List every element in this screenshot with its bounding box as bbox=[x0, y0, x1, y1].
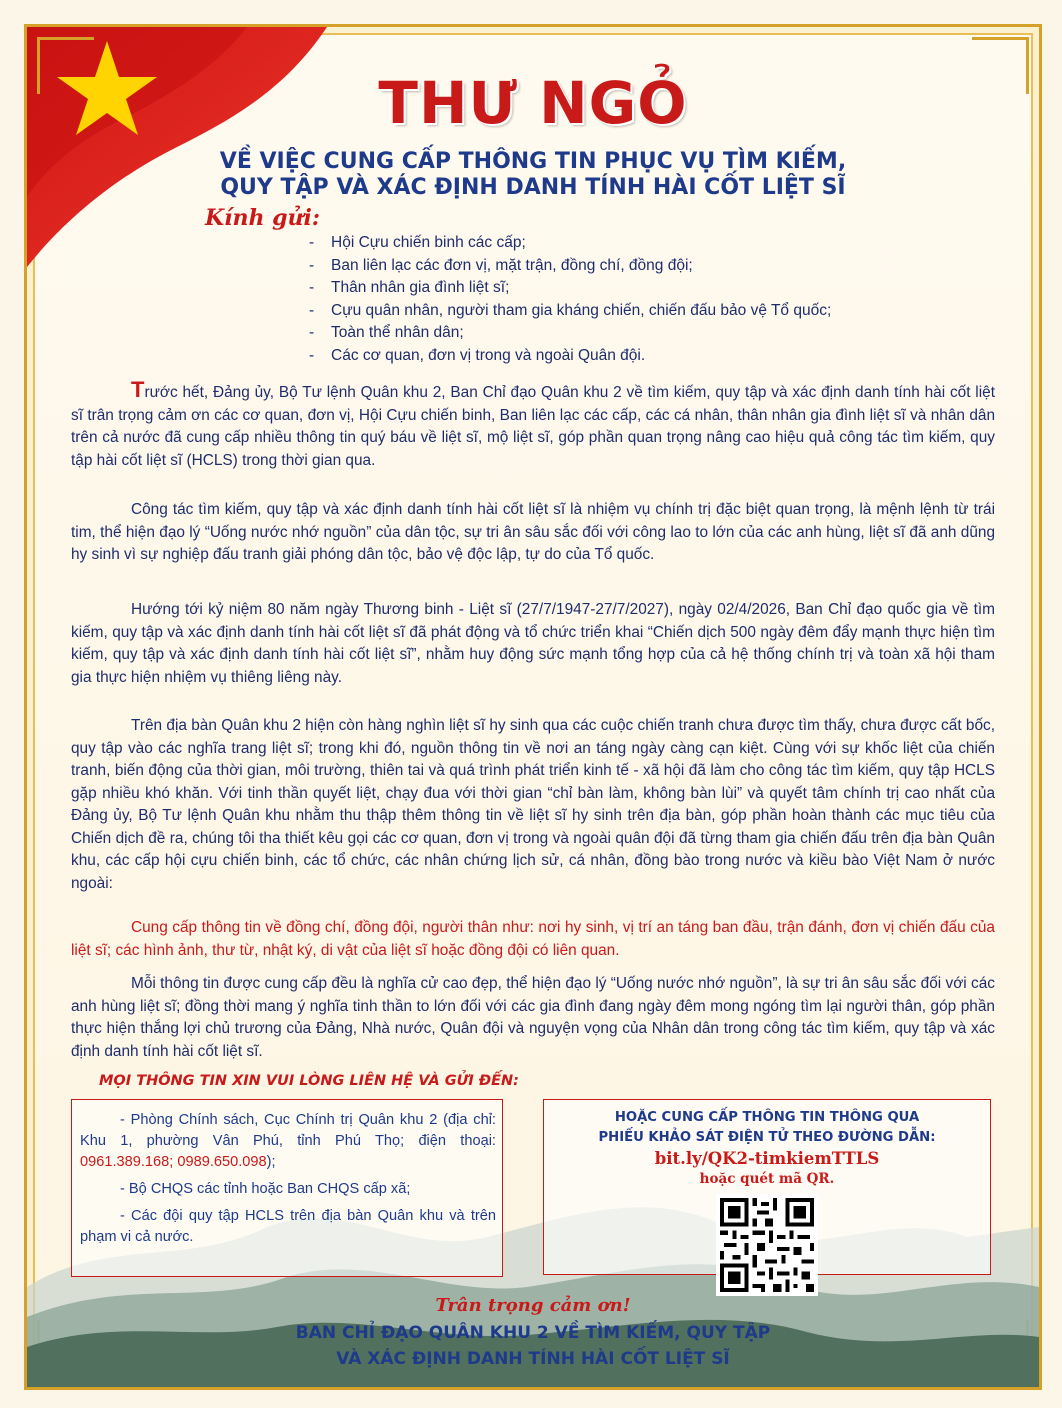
recipient-item: - Hội Cựu chiến binh các cấp; bbox=[309, 234, 526, 251]
paragraph-importance: Công tác tìm kiếm, quy tập và xác định danh tính hài cốt liệt sĩ là nhiệm vụ chính trị đặc biệt quan trọng, là mệnh lệnh từ trái tim, thể hiện đạo lý “Uống nước nhớ nguồn” của dân tộc, sự tri ân sâu sắc đối với công lao to lớn của các anh hùng, liệt sĩ đã anh dũng hy sinh vì sự nghiệp đấu tranh giải phóng dân tộc, bảo vệ độc lập, tự do của Tổ quốc. bbox=[71, 501, 995, 563]
greeting: Kính gửi: bbox=[205, 205, 320, 231]
contact-item: - Bộ CHQS các tỉnh hoặc Ban CHQS cấp xã; bbox=[120, 1181, 411, 1197]
recipient-item: - Ban liên lạc các đơn vị, mặt trận, đồng chí, đồng đội; bbox=[309, 256, 693, 274]
drop-cap: T bbox=[131, 377, 145, 402]
thanks-text: Trân trọng cảm ơn! bbox=[435, 1295, 631, 1316]
survey-line1: HOẶC CUNG CẤP THÔNG TIN THÔNG QUA bbox=[614, 1110, 920, 1125]
survey-box bbox=[543, 1099, 991, 1275]
contact-item: - Các đội quy tập HCLS trên địa bàn Quân khu và trên phạm vi cả nước. bbox=[80, 1208, 496, 1245]
recipient-item: - Toàn thể nhân dân; bbox=[309, 324, 464, 341]
survey-link[interactable]: bit.ly/QK2-timkiemTTLS bbox=[654, 1149, 880, 1168]
paragraph-intro: Trước hết, Đảng ủy, Bộ Tư lệnh Quân khu 2, Ban Chỉ đạo Quân khu 2 về tìm kiếm, quy tập và xác định danh tính hài cốt liệt sĩ trân trọng cảm ơn các cơ quan, đơn vị, Hội Cựu chiến binh, Ban liên lạc các cấp, các cá nhân, thân nhân gia đình liệt sĩ và nhân dân trên cả nước đã cung cấp nhiều thông tin quý báu về liệt sĩ, mộ liệt sĩ, góp phần quan trọng nâng cao hiệu quả công tác tìm kiếm, quy tập hài cốt liệt sĩ (HCLS) trong thời gian qua. bbox=[71, 377, 995, 469]
poster-frame bbox=[24, 24, 1042, 1390]
recipient-list bbox=[309, 232, 831, 367]
paragraph-request: Cung cấp thông tin về đồng chí, đồng đội, người thân như: nơi hy sinh, vị trí an táng ban đầu, trận đánh, đơn vị chiến đấu của liệt sĩ; các hình ảnh, thư từ, nhật ký, di vật của liệt sĩ hoặc đồng đội có liên quan. bbox=[71, 919, 995, 959]
survey-line2: PHIẾU KHẢO SÁT ĐIỆN TỬ THEO ĐƯỜNG DẪN: bbox=[598, 1130, 936, 1145]
signature-line2: VÀ XÁC ĐỊNH DANH TÍNH HÀI CỐT LIỆT SĨ bbox=[336, 1349, 730, 1369]
recipient-item: - Các cơ quan, đơn vị trong và ngoài Quân đội. bbox=[309, 346, 646, 364]
survey-qr-text: hoặc quét mã QR. bbox=[699, 1171, 835, 1187]
letter-subtitle-line2: QUY TẬP VÀ XÁC ĐỊNH DANH TÍNH HÀI CỐT LIỆT SĨ bbox=[220, 175, 846, 200]
contact-title: MỌI THÔNG TIN XIN VUI LÒNG LIÊN HỆ VÀ GỬI ĐẾN: bbox=[99, 1073, 519, 1089]
contact-box bbox=[71, 1099, 503, 1277]
letter-subtitle-line1: VỀ VIỆC CUNG CẤP THÔNG TIN PHỤC VỤ TÌM KIẾM, bbox=[219, 149, 847, 174]
signature-line1: BAN CHỈ ĐẠO QUÂN KHU 2 VỀ TÌM KIẾM, QUY TẬP bbox=[295, 1323, 771, 1343]
paragraph-campaign: Hướng tới kỷ niệm 80 năm ngày Thương binh - Liệt sĩ (27/7/1947-27/7/2027), ngày 02/4/2026, Ban Chỉ đạo quốc gia về tìm kiếm, quy tập và xác định danh tính hài cốt liệt sĩ đã phát động và tổ chức triển khai “Chiến dịch 500 ngày đêm đẩy mạnh thực hiện tìm kiếm, quy tập và xác định danh tính hài cốt liệt sĩ”, nhằm huy động sức mạnh tổng hợp của cả hệ thống chính trị và toàn xã hội tham gia thực hiện nhiệm vụ thiêng liêng này. bbox=[71, 601, 995, 686]
paragraph-appeal: Trên địa bàn Quân khu 2 hiện còn hàng nghìn liệt sĩ hy sinh qua các cuộc chiến tranh chưa được tìm thấy, chưa được cất bốc, quy tập vào các nghĩa trang liệt sĩ; trong khi đó, nguồn thông tin về nơi an táng ngày càng cạn kiệt. Cùng với sự khốc liệt của chiến tranh, biến động của thời gian, môi trường, thiên tai và quá trình phát triển kinh tế - xã hội đã làm cho công tác tìm kiếm, quy tập HCLS gặp nhiều khó khăn. Với tinh thần quyết liệt, chạy đua với thời gian “chỉ bàn làm, không bàn lùi” và quyết tâm chính trị cao nhất của Đảng ủy, Bộ Tư lệnh Quân khu nhằm thu thập thêm thông tin về liệt sĩ hy sinh trên địa bàn, góp phần hoàn thành các mục tiêu của Chiến dịch đề ra, chúng tôi tha thiết kêu gọi các cơ quan, đơn vị trong và ngoài quân đội đã từng tham gia chiến đấu trên địa bàn Quân khu, các cấp hội cựu chiến binh, các tổ chức, các nhân chứng lịch sử, cá nhân, đồng bào trong nước và kiều bào Việt Nam ở nước ngoài: bbox=[71, 717, 995, 892]
paragraph-closing: Mỗi thông tin được cung cấp đều là nghĩa cử cao đẹp, thể hiện đạo lý “Uống nước nhớ nguồn”, là sự tri ân sâu sắc đối với các anh hùng liệt sĩ; đồng thời mang ý nghĩa tinh thần to lớn đối với các gia đình đang ngày đêm mong ngóng tìm lại người thân, góp phần thực hiện thắng lợi chủ trương của Đảng, Nhà nước, Quân đội và nguyện vọng của Nhân dân trong công tác tìm kiếm, quy tập và xác định danh tính hài cốt liệt sĩ. bbox=[71, 975, 995, 1060]
qr-code-icon[interactable] bbox=[716, 1194, 818, 1296]
recipient-item: - Thân nhân gia đình liệt sĩ; bbox=[309, 279, 510, 296]
contact-phone: 0961.389.168; 0989.650.098 bbox=[80, 1154, 267, 1170]
recipient-item: - Cựu quân nhân, người tham gia kháng chiến, chiến đấu bảo vệ Tổ quốc; bbox=[309, 301, 832, 319]
contact-item: - Phòng Chính sách, Cục Chính trị Quân khu 2 (địa chỉ: Khu 1, phường Vân Phú, tỉnh Phú Thọ; điện thoại: 0961.389.168; 0989.650.098); bbox=[80, 1112, 496, 1170]
letter-title: THƯ NGỎ bbox=[378, 69, 688, 137]
